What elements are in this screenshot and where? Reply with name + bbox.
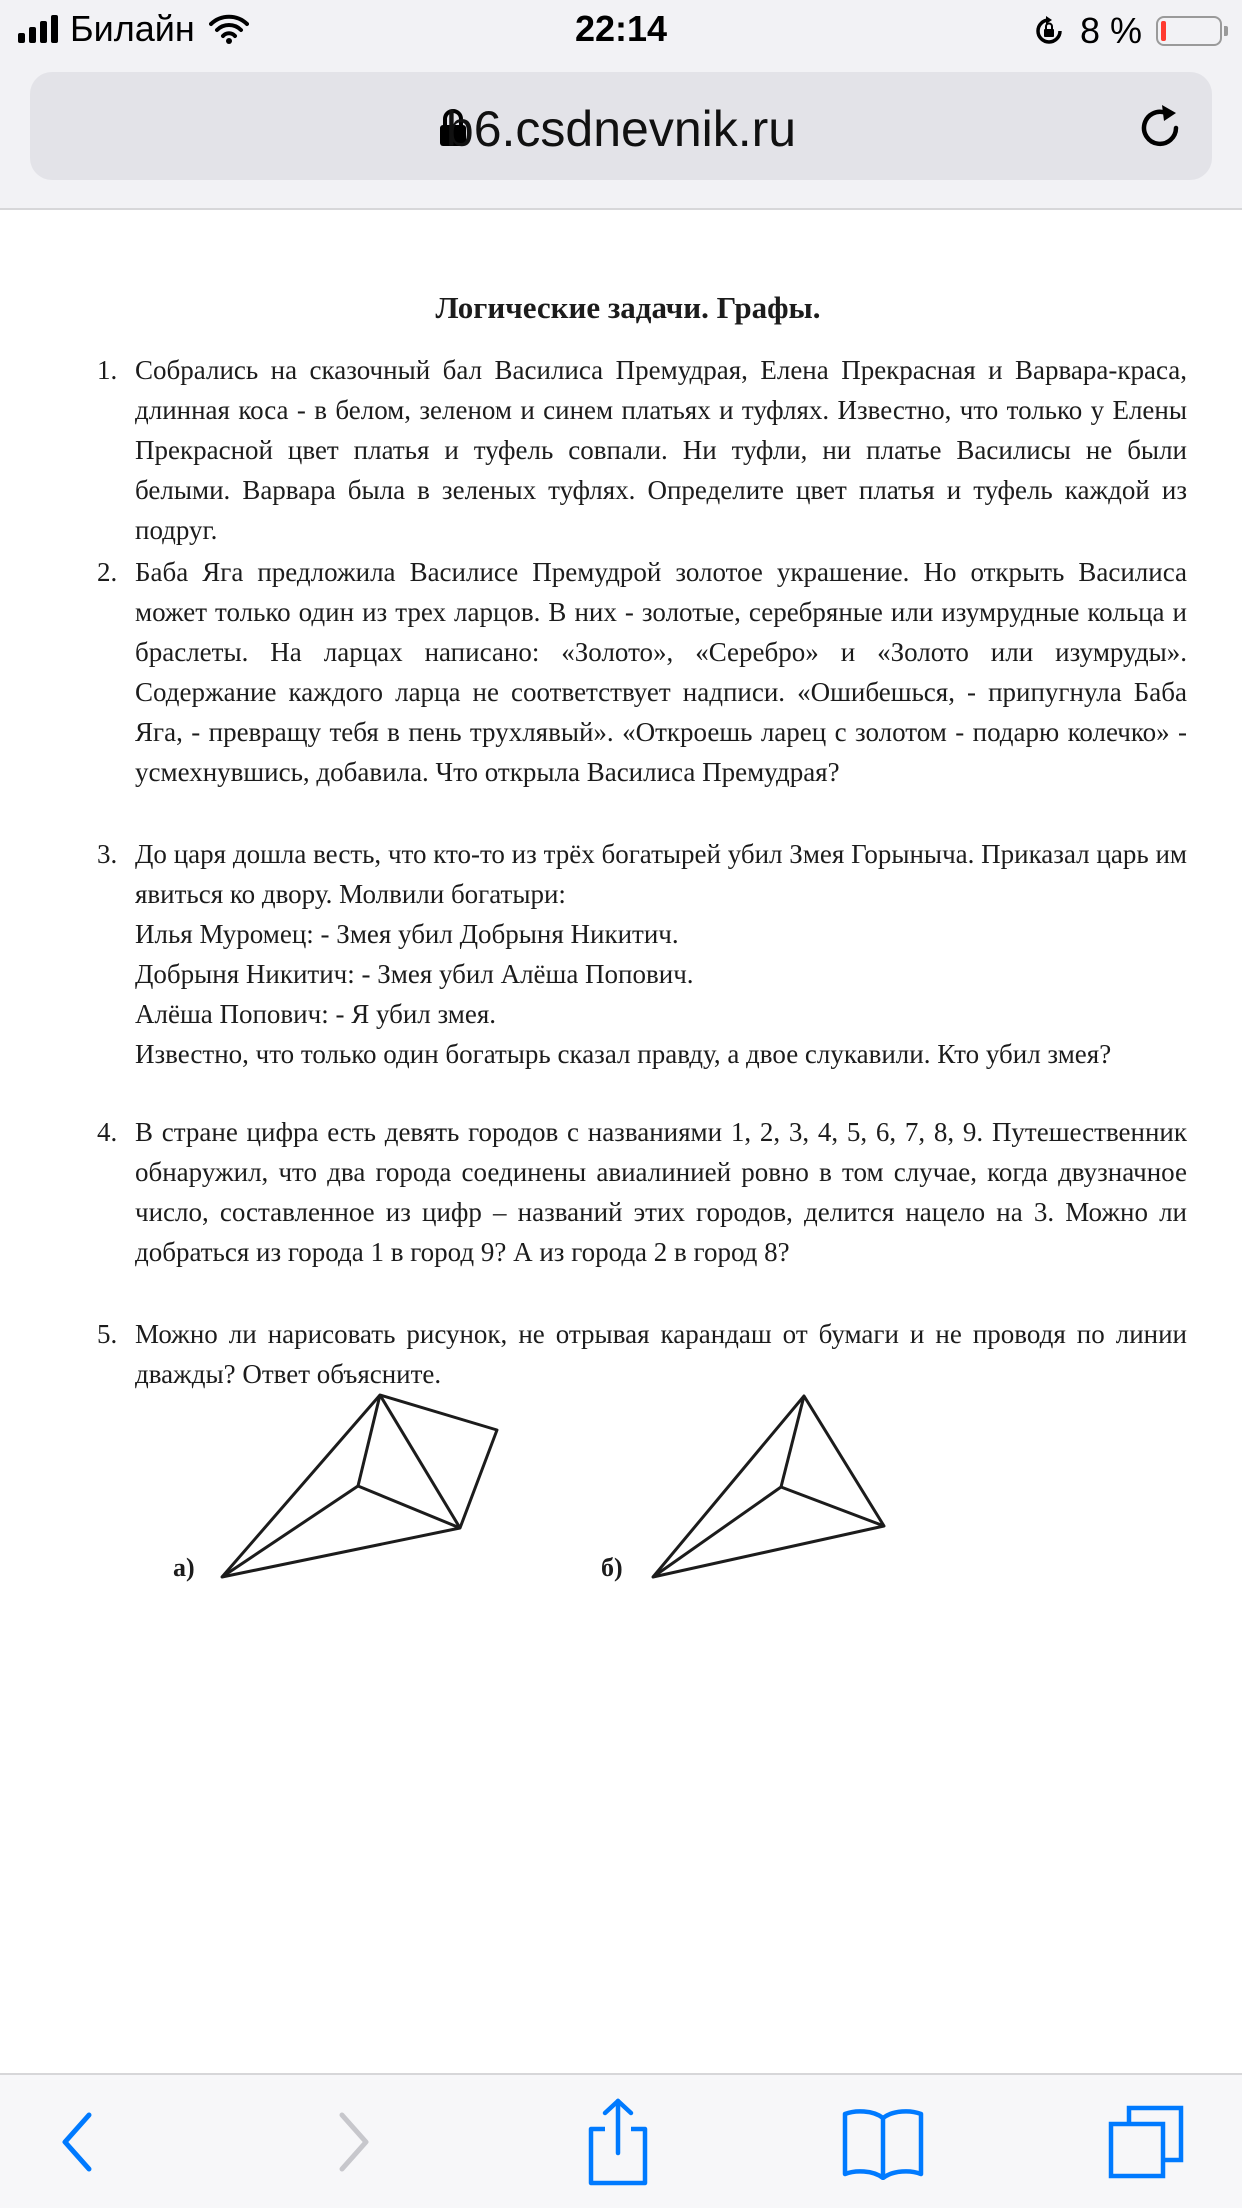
task-paragraph: До царя дошла весть, что кто-то из трёх богатырей убил Змея Горыныча. Приказал царь им явиться ко двору. Молвили богатыри: <box>135 839 1187 909</box>
task-paragraph: Алёша Попович: - Я убил змея. <box>135 999 497 1029</box>
carrier-name: Билайн <box>70 8 195 49</box>
task-paragraph: В стране цифра есть девять городов с названиями 1, 2, 3, 4, 5, 6, 7, 8, 9. Путешественник обнаружил, что два города соединены авиалинией ровно в том случае, когда двузначное число, составленное из цифр – названий этих городов, делится нацело на 3. Можно ли добраться из города 1 в город 9? А из города 2 в город 8? <box>135 1117 1187 1267</box>
reload-icon[interactable] <box>1136 102 1186 152</box>
tabs-icon <box>1107 2102 1187 2182</box>
task-number: 5. <box>97 1319 118 1349</box>
status-right <box>1032 10 1222 52</box>
document-page <box>0 210 1242 2073</box>
back-button[interactable] <box>33 2097 123 2187</box>
task-paragraph: Добрыня Никитич: - Змея убил Алёша Попович. <box>135 959 694 989</box>
task-paragraph: Собрались на сказочный бал Василиса Премудрая, Елена Прекрасная и Варвара-краса, длинная коса - в белом, зеленом и синем платьях и туфлях. Известно, что только у Елены Прекрасной цвет платья и туфель совпали. Ни туфли, ни платье Василисы не были белыми. Варвара была в зеленых туфлях. Определите цвет платья и туфель каждой из подруг. <box>135 355 1187 545</box>
task-number: 1. <box>97 355 118 385</box>
task-paragraph: Известно, что только один богатырь сказал правду, а двое слукавили. Кто убил змея? <box>135 1039 1112 1069</box>
battery-icon <box>1156 16 1222 46</box>
task-paragraph: Можно ли нарисовать рисунок, не отрывая карандаш от бумаги и не проводя по линии дважды? Ответ объясните. <box>135 1319 1187 1389</box>
document-title: Логические задачи. Графы. <box>435 290 821 325</box>
task-paragraph: Илья Муромец: - Змея убил Добрыня Никитич. <box>135 919 679 949</box>
battery-percent: 8 % <box>1079 10 1142 51</box>
battery-fill <box>1161 21 1166 41</box>
figure-label-a: а) <box>173 1553 195 1582</box>
address-bar[interactable] <box>30 72 1212 180</box>
browser-chrome <box>0 62 1242 210</box>
figure-label-b: б) <box>601 1553 623 1582</box>
tabs-button[interactable] <box>1102 2097 1192 2187</box>
status-bar <box>0 0 1242 62</box>
task-number: 2. <box>97 557 118 587</box>
task-number: 4. <box>97 1117 118 1147</box>
task-paragraph: Баба Яга предложила Василисе Премудрой золотое украшение. Но открыть Василиса может только один из трех ларцов. В них - золотые, серебряные или изумрудные кольца и браслеты. На ларцах написано: «Золото», «Серебро» и «Золото или изумруды». Содержание каждого ларца не соответствует надписи. «Ошибешься, - припугнула Баба Яга, - превращу тебя в пень трухлявый». «Откроешь ларец с золотом - подарю колечко» - усмехнувшись, добавила. Что открыла Василиса Премудрая? <box>135 557 1187 787</box>
url-text[interactable]: b6.csdnevnik.ru <box>445 101 797 157</box>
clock: 22:14 <box>574 8 668 49</box>
figures-svg <box>0 210 1242 2073</box>
task-number: 3. <box>97 839 118 869</box>
chevron-right-icon <box>328 2107 378 2177</box>
forward-button[interactable] <box>308 2097 398 2187</box>
figure-a <box>222 1395 497 1577</box>
share-icon <box>583 2097 653 2187</box>
chevron-left-icon <box>53 2107 103 2177</box>
browser-toolbar <box>0 2073 1242 2208</box>
share-button[interactable] <box>573 2097 663 2187</box>
bookmarks-button[interactable] <box>838 2097 928 2187</box>
rotation-lock-icon <box>1032 14 1066 48</box>
figure-b <box>653 1396 884 1577</box>
book-icon <box>841 2104 925 2180</box>
